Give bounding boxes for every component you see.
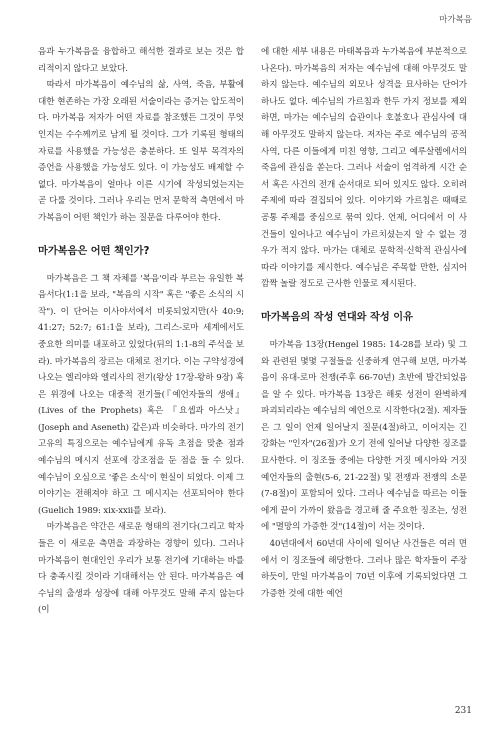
section-heading: 마가복음은 어떤 책인가? xyxy=(38,245,150,257)
paragraph: 40년대에서 60년대 사이에 일어난 사건들은 여러 면에서 이 징조들에 해당한다. 그러나 많은 학자들이 주장하듯이, 만일 마가복음이 70년 이후에 기록되었다면 그 가증한 것에 대한 예언 xyxy=(261,539,467,599)
paragraph: 에 대한 세부 내용은 마태복음과 누가복음에 부분적으로 나온다). 마가복음의 저자는 예수님에 대해 아무것도 말하지 않는다. 예수님의 외모나 성격을 묘사하는 단어가 하나도 없다. 예수님의 가르침과 한두 가지 정보를 제외하면, 마가는 예수님의 습관이나 호불호나 관심사에 대해 아무것도 말하지 않는다. 저자는 주로 예수님의 공적 사역, 다른 이들에게 미친 영향, 그리고 예루살렘에서의 죽음에 관심을 쏟는다. 그러나 서술이 엄격하게 시간 순서 혹은 사건의 전개 순서대로 되어 있지도 않다. 오히려 주제에 따라 결집되어 있다. 이야기와 가르침은 때때로 공통 주제를 중심으로 묶여 있다. 언제, 어디에서 이 사건들이 일어나고 예수님이 가르치셨는지 알 수 없는 경우가 적지 않다. 마가는 대체로 문학적·신학적 관심사에 따라 이야기를 제시한다. 예수님은 주목할 만한, 심지어 깜짝 놀랄 정도로 근사한 인물로 제시된다. xyxy=(261,47,467,290)
running-head: 마가복음 xyxy=(439,15,472,25)
paragraph: 따라서 마가복음이 예수님의 삶, 사역, 죽음, 부활에 대한 현존하는 가장 오래된 서술이라는 증거는 압도적이다. 마가복음 저자가 어떤 자료를 참조했든 그것이 무엇인지는 수수께끼로 남게 될 것이다. 그가 기록된 형태의 자료를 사용했을 가능성은 충분하다. 또 일부 목격자의 증언을 사용했을 가능성도 있다. 이 가능성도 배제할 수 없다. 마가복음이 얼마나 이른 시기에 작성되었는지는 곧 다룰 것이다. 그러나 우리는 먼저 문학적 측면에서 마가복음이 어떤 책인가 하는 질문을 다루어야 한다. xyxy=(38,80,244,223)
paragraph: 마가복음 13장(Hengel 1985: 14-28를 보라) 및 그와 관련된 몇몇 구절들을 신중하게 연구해 보면, 마가복음이 유대-로마 전쟁(주후 66-70년) 초반에 발간되었음을 알 수 있다. 마가복음 13장은 해롯 성전이 완벽하게 파괴되리라는 예수님의 예언으로 시작한다(2절). 제자들은 그 일이 언제 일어날지 질문(4절)하고, 이어지는 긴 강화는 "인자"(26절)가 오기 전에 일어날 다양한 징조를 묘사한다. 이 징조들 중에는 다양한 거짓 메시아와 거짓 예언자들의 출현(5-6, 21-22절) 및 전쟁과 전쟁의 소문(7-8절)이 포함되어 있다. 그러나 예수님을 따르는 이들에게 끝이 가까이 왔음을 경고해 줄 주요한 징조는, 성전에 "멸망의 가증한 것"(14절)이 서는 것이다. xyxy=(261,339,467,533)
left-column xyxy=(38,44,244,619)
right-column xyxy=(261,44,467,602)
page-number: 231 xyxy=(454,706,472,716)
paragraph: 마가복음은 약간은 새로운 형태의 전기다(그리고 학자들은 이 새로운 측면을 과장하는 경향이 있다). 그러나 마가복음이 현대인인 우리가 보통 전기에 기대하는 바를 다 충족시킬 것이라 기대해서는 안 된다. 마가복음은 예수님의 출생과 성장에 대해 아무것도 말해 주지 않는다(이 xyxy=(38,522,244,616)
paragraph: 마가복음은 그 책 자체를 '복음'이라 부르는 유일한 복음서다(1:1을 보라, "복음의 시작" 혹은 "좋은 소식의 시작"). 이 단어는 이사야서에서 비롯되었지만(사 40:9; 41:27; 52:7; 61:1을 보라), 그리스-로마 세계에서도 중요한 의미를 내포하고 있었다(뒤의 1:1-8의 주석을 보라). 마가복음의 장르는 대체로 전기다. 이는 구약성경에 나오는 엘리야와 엘리사의 전기(왕상 17장-왕하 9장) 혹은 위경에 나오는 대중적 전기들(『예언자들의 생애』(Lives of the Prophets) 혹은 『요셉과 아스낫』(Joseph and Aseneth) 같은)과 비슷하다. 마가의 전기 고유의 특징으로는 예수님에게 유독 초점을 맞춘 점과 예수님의 메시지 선포에 강조점을 둔 점을 들 수 있다. 예수님이 오심으로 '좋은 소식'이 현실이 되었다. 이제 그 이야기는 전해져야 하고 그 메시지는 선포되어야 한다(Guelich 1989: xix-xxii를 보라). xyxy=(38,273,245,516)
paragraph: 음과 누가복음을 융합하고 해석한 결과로 보는 것은 합리적이지 않다고 보았다. xyxy=(38,47,244,74)
section-heading: 마가복음의 작성 연대와 작성 이유 xyxy=(261,311,413,323)
